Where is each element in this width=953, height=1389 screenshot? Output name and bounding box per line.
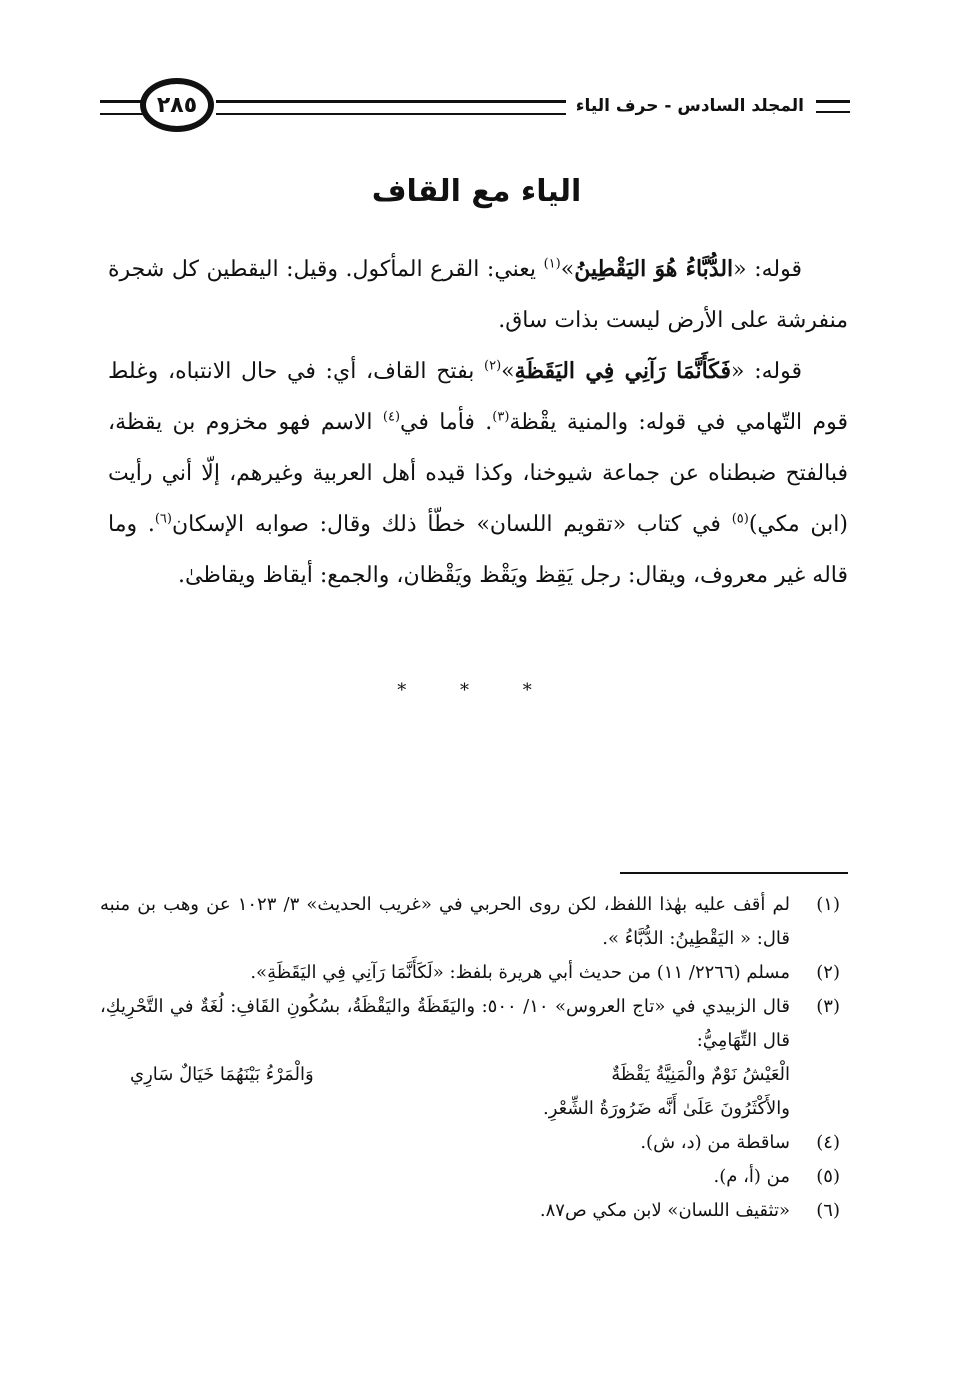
footnote-ref: (٢) xyxy=(484,358,502,374)
header-rule-end xyxy=(816,100,850,113)
page-header xyxy=(100,78,850,134)
footnote-ref: (١) xyxy=(543,256,561,272)
text-run: بفتح القاف، أي: في حال الانتباه، وغلط قوم التّهامي في قوله: والمنية يقْظة xyxy=(108,359,848,435)
footnote-ref: (٤) xyxy=(382,409,401,425)
paragraph xyxy=(108,346,848,601)
footnote-text: والأَكْثَرُونَ عَلَىٰ أَنَّه ضَرُورَةُ الشِّعْرِ. xyxy=(543,1098,790,1119)
text-run: في كتاب «تقويم اللسان» خطّأ ذلك وقال: صوابه الإسكان xyxy=(171,512,732,537)
text-run: يعني: القرع المأكول. وقيل: اليقطين كل شجرة منفرشة على الأرض ليست بذات ساق. xyxy=(108,257,848,333)
footnote-number: (٦) xyxy=(816,1200,840,1221)
footnote-number: (٥) xyxy=(816,1166,840,1187)
verse-hemistich-second: وَالْمَرْءُ بَيْنَهُمَا خَيَالٌ سَارِي xyxy=(130,1064,314,1085)
text-run: الاسم فهو مخزوم بن يقظة، فبالفتح ضبطناه عن جماعة شيوخنا، وكذا قيده أهل العربية وغيرهم، إلّا أني رأيت (ابن مكي) xyxy=(108,410,848,537)
footnotes xyxy=(100,888,840,1228)
footnote xyxy=(100,1194,840,1228)
text-run: » xyxy=(560,257,575,282)
text-run: » xyxy=(501,359,515,384)
footnote-ref: (٣) xyxy=(492,409,510,425)
footnote xyxy=(100,1126,840,1160)
page-number: ٢٨٥ xyxy=(140,78,214,132)
running-title: المجلد السادس - حرف الياء xyxy=(575,96,804,116)
footnote-number: (٣) xyxy=(816,996,840,1017)
footnote xyxy=(100,888,840,956)
verse-line xyxy=(100,1058,790,1092)
verse-hemistich-first: الْعَيْشُ نَوْمٌ والْمَنِيَّةُ يَقْظَةٌ xyxy=(611,1064,790,1085)
footnote-number: (٢) xyxy=(816,962,840,983)
footnote-text: لم أقف عليه بهٰذا اللفظ، لكن روى الحربي في «غريب الحديث» ٣/ ١٠٢٣ عن وهب بن منبه قال: « اليَقْطِينُ: الدُّبَّاءُ ». xyxy=(100,894,790,949)
footnote-ref: (٥) xyxy=(731,511,749,527)
footnote xyxy=(100,990,840,1126)
footnote-number: (١) xyxy=(816,894,840,915)
text-run: قوله: « xyxy=(731,359,802,384)
footnote-text: ساقطة من (د، ش). xyxy=(640,1132,790,1153)
footnote-text: «تثقيف اللسان» لابن مكي ص٨٧. xyxy=(539,1200,790,1221)
main-text xyxy=(108,244,848,601)
hadith-quote: الدُّبَّاءُ هُوَ اليَقْطِينُ xyxy=(574,256,734,282)
text-run: . وما قاله غير معروف، ويقال: رجل يَقِظ ويَقْظ ويَقْظان، والجمع: أيقاظ ويقاظىٰ. xyxy=(108,512,848,588)
text-run: . فأما في xyxy=(400,410,493,435)
hadith-quote: فَكَأَنَّمَا رَآنِي فِي اليَقَظَةِ xyxy=(514,358,732,384)
footnote-text: من (أ، م). xyxy=(713,1166,790,1187)
footnote-rule xyxy=(620,872,848,874)
section-separator: * * * xyxy=(397,680,556,701)
text-run: قوله: « xyxy=(733,257,802,282)
footnote-body xyxy=(100,990,790,1126)
running-title-block xyxy=(566,92,850,120)
footnote xyxy=(100,1160,840,1194)
footnote xyxy=(100,956,840,990)
paragraph xyxy=(108,244,848,346)
footnote-ref: (٦) xyxy=(154,511,172,527)
footnote-text: قال الزبيدي في «تاج العروس» ١٠/ ٥٠٠: واليَقَظَةُ واليَقْظَةُ، بسُكُونِ القَافِ: لُغَةٌ في التَّحْرِيكِ، قال التِّهَامِيُّ: xyxy=(100,996,790,1051)
footnote-number: (٤) xyxy=(816,1132,840,1153)
footnote-text: مسلم (٢٢٦٦/ ١١) من حديث أبي هريرة بلفظ: «لَكَأَنَّمَا رَآنِي فِي اليَقَظَةِ». xyxy=(250,962,790,983)
section-title: الياء مع القاف xyxy=(371,174,582,209)
